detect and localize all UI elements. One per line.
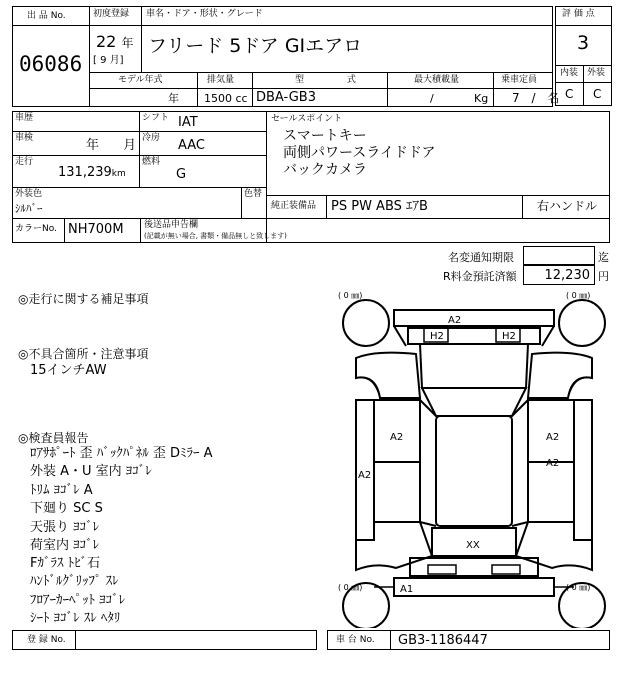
tire-fl-label: ( 0 ㎜) xyxy=(338,291,363,300)
inspector-line-5: 天張り ﾖｺﾞﾚ xyxy=(30,520,100,535)
mileage: 131,239km xyxy=(58,165,126,180)
inspection-label: 車検 xyxy=(15,133,34,143)
right-rear-door xyxy=(528,462,574,522)
type: DBA-GB3 xyxy=(256,90,316,105)
fuel: G xyxy=(176,167,187,182)
windshield xyxy=(422,388,526,416)
inspector-line-7: Fｶﾞﾗｽ ﾄﾋﾞ石 xyxy=(30,556,101,571)
inspector-label: ◎検査員報告 xyxy=(18,431,89,445)
left-rear-door xyxy=(374,462,420,522)
tire-fr-label: ( 0 ㎜) xyxy=(566,291,591,300)
model-year-unit: 年 xyxy=(168,92,179,105)
first-reg-year: 22 年 xyxy=(96,32,134,51)
wheel-front-left xyxy=(343,300,389,346)
rear-license xyxy=(428,565,456,574)
color: ｼﾙﾊﾞｰ xyxy=(15,202,43,215)
score: 3 xyxy=(577,32,590,54)
color-change-label: 色替 xyxy=(244,189,263,199)
chassis-label: 車 台 No. xyxy=(336,635,375,645)
name-change-value xyxy=(523,246,595,265)
rear-quarter-right xyxy=(516,522,592,570)
inspector-line-10: ｼｰﾄ ﾖｺﾞﾚ ｽﾚ ﾍﾀﾘ xyxy=(30,611,121,626)
rear-bumper xyxy=(394,578,554,596)
max-load-unit: Kg xyxy=(474,92,489,105)
mileage-label: 走行 xyxy=(15,157,34,167)
rear-quarter-left xyxy=(356,522,432,570)
defect-item: 15インチAW xyxy=(30,363,107,378)
body-right-side xyxy=(574,400,592,540)
lot-no-label: 出 品 No. xyxy=(27,11,66,21)
tire-rl-label: ( 0 ㎜) xyxy=(338,583,363,592)
sales-point-1: スマートキー xyxy=(283,128,367,144)
sales-label: セールスポイント xyxy=(271,114,343,124)
mark-left-headlight: H2 xyxy=(430,331,444,342)
inspector-line-4: 下廻り SC S xyxy=(30,501,103,516)
reg-no-label: 登 録 No. xyxy=(27,635,66,645)
score-label: 評 価 点 xyxy=(562,9,595,19)
ac: AAC xyxy=(178,138,205,153)
driving-notes-label: ◎走行に関する補足事項 xyxy=(18,292,149,306)
chassis-row xyxy=(327,630,610,650)
type-label: 型 式 xyxy=(295,75,356,85)
sales-point-3: バックカメラ xyxy=(283,162,367,178)
displacement: 1500 cc xyxy=(204,92,248,105)
inspector-line-8: ﾊﾝﾄﾞﾙｸﾞﾘｯﾌﾟ ｽﾚ xyxy=(30,574,119,589)
recycle-value: 12,230 xyxy=(544,268,590,283)
mark-right-headlight: H2 xyxy=(502,331,516,342)
lot-no-label-cell xyxy=(12,6,90,26)
mark-left-front-door: A2 xyxy=(390,432,404,443)
shift-label: シフト xyxy=(142,113,170,123)
chassis-no: GB3-1186447 xyxy=(398,633,488,648)
exterior-grade: C xyxy=(593,87,602,101)
lot-no-cell xyxy=(12,25,90,107)
color-no-label: カラーNo. xyxy=(15,224,57,234)
mark-rear-bumper: A1 xyxy=(400,584,414,595)
front-bumper xyxy=(394,310,554,326)
left-front-door xyxy=(374,400,420,462)
inspector-line-2: 外装 A・U 室内 ﾖｺﾞﾚ xyxy=(30,464,152,479)
tire-rr-label: ( 0 ㎜) xyxy=(566,583,591,592)
capacity-label: 乗車定員 xyxy=(501,75,538,85)
roof xyxy=(436,416,512,526)
wheel-front-right xyxy=(559,300,605,346)
capacity: 7 / 名 xyxy=(512,91,560,105)
reg-no-row xyxy=(12,630,317,650)
mark-front-bumper: A2 xyxy=(448,315,462,326)
interior-grade: C xyxy=(565,87,574,101)
shift: IAT xyxy=(178,115,198,130)
docs-note: (記載が無い場合, 書類・備品無しと致します) xyxy=(144,232,287,240)
name-change-label: 名変通知期限 xyxy=(448,251,514,264)
mark-rear-glass: XX xyxy=(466,540,480,551)
max-load-label: 最大積載量 xyxy=(414,75,460,85)
name-change-unit: 迄 xyxy=(598,251,609,264)
exterior-label: 外装 xyxy=(587,68,606,78)
color-label: 外装色 xyxy=(15,189,43,199)
left-front-arch xyxy=(356,377,380,398)
right-front-fender xyxy=(528,353,592,398)
mark-left-rear: A2 xyxy=(358,470,372,481)
lot-no: 06086 xyxy=(19,52,83,76)
handle: 右ハンドル xyxy=(537,199,598,213)
options: PS PW ABS ｴｱB xyxy=(331,199,428,214)
wheel-rear-left xyxy=(343,583,389,628)
inspector-line-1: ﾛｱｻﾎﾟｰﾄ 歪 ﾊﾞｯｸﾊﾟﾈﾙ 歪 Dﾐﾗｰ A xyxy=(30,446,213,461)
hood xyxy=(420,344,528,388)
mark-right-front-door: A2 xyxy=(546,432,560,443)
model-year-label: モデル年式 xyxy=(118,75,163,85)
right-front-arch xyxy=(568,377,592,398)
first-reg-month: [ 9 月] xyxy=(93,55,124,66)
car-diagram xyxy=(336,288,612,628)
options-label: 純正装備品 xyxy=(271,201,317,211)
name-label: 車名・ドア・形状・グレード xyxy=(146,9,263,19)
sales-point-2: 両側パワースライドドア xyxy=(283,145,436,161)
right-front-door xyxy=(528,400,574,462)
interior-label: 内装 xyxy=(560,68,579,78)
ac-label: 冷房 xyxy=(142,133,161,143)
recycle-unit: 円 xyxy=(598,270,609,283)
color-no: NH700M xyxy=(68,222,124,237)
history-label: 車歴 xyxy=(15,113,34,123)
recycle-label: R料金預託済額 xyxy=(443,270,517,283)
fuel-label: 燃料 xyxy=(142,157,161,167)
first-reg-label: 初度登録 xyxy=(93,9,130,19)
mark-right-rear: A2 xyxy=(546,458,560,469)
docs-label: 後送品申告欄 xyxy=(144,220,199,230)
car-name: フリード 5ドア GIエアロ xyxy=(148,35,363,57)
rear-license-2 xyxy=(492,565,520,574)
inspection-value: 年 月 xyxy=(86,138,137,153)
recycle-value-box xyxy=(523,265,595,285)
max-load: / xyxy=(430,92,434,105)
inspector-line-9: ﾌﾛｱｰｶｰﾍﾟｯﾄ ﾖｺﾞﾚ xyxy=(30,593,126,608)
defects-label: ◎不具合箇所・注意事項 xyxy=(18,347,149,361)
inspector-line-3: ﾄﾘﾑ ﾖｺﾞﾚ A xyxy=(30,483,93,498)
inspector-line-6: 荷室内 ﾖｺﾞﾚ xyxy=(30,538,100,553)
left-front-fender xyxy=(356,353,420,398)
displacement-label: 排気量 xyxy=(207,75,235,85)
